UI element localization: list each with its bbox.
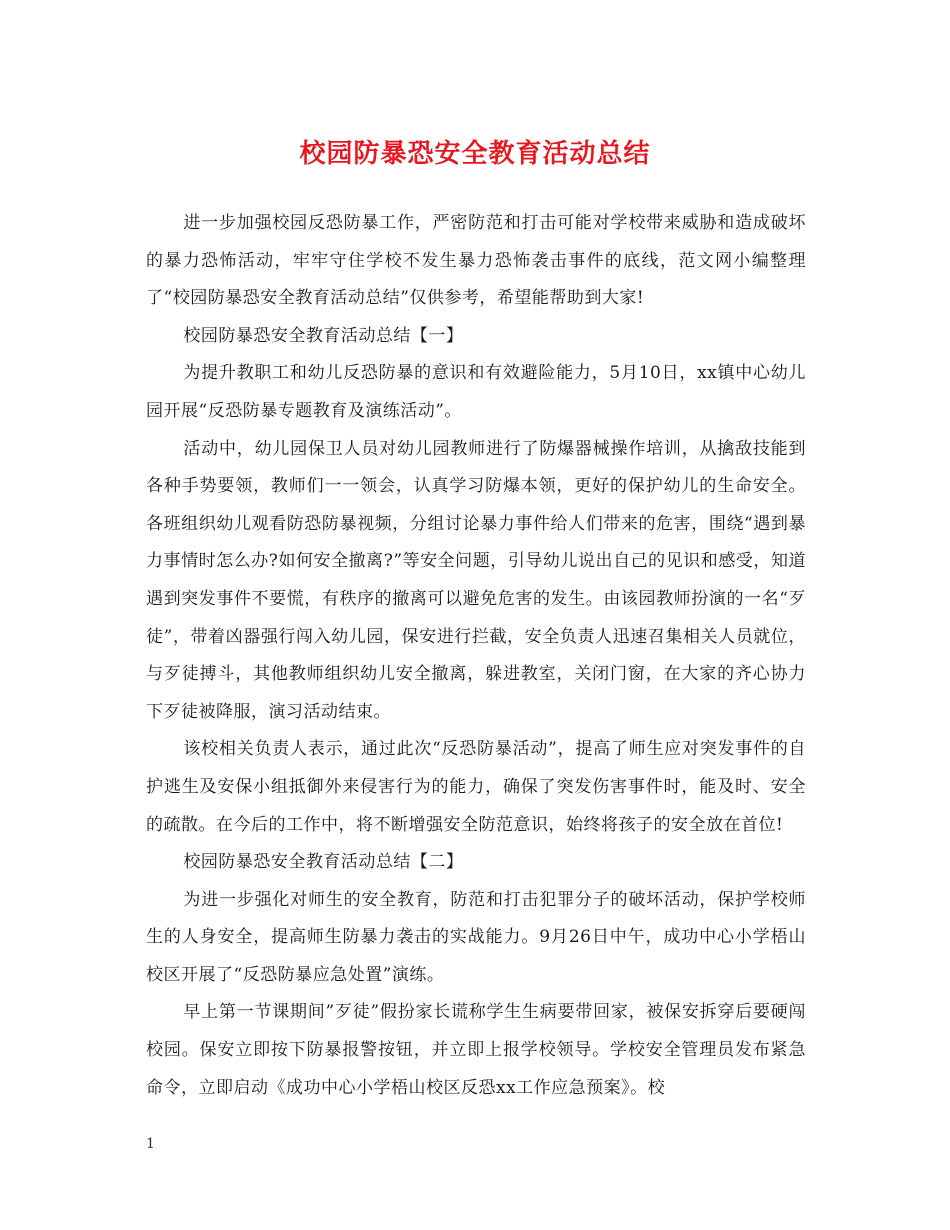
section-heading-one: 校园防暴恐安全教育活动总结【一】 [183, 325, 464, 346]
page-number: 1 [146, 1136, 155, 1152]
paragraph: 为提升教职工和幼儿反恐防暴的意识和有效避险能力，5月10日，xx镇中心幼儿园开展“反恐防暴专题教育及演练活动”。 [146, 363, 806, 421]
paragraph: 早上第一节课期间”歹徒”假扮家长谎称学生生病要带回家，被保安拆穿后要硬闯校园。保安立即按下防暴报警按钮，并立即上报学校领导。学校安全管理员发布紧急命令，立即启动《成功中心小学梧山校区反恐xx工作应急预案》。校 [146, 1002, 806, 1098]
document-body [146, 205, 806, 1107]
section-heading-two: 校园防暴恐安全教育活动总结【二】 [183, 852, 464, 873]
paragraph: 该校相关负责人表示，通过此次“反恐防暴活动”，提高了师生应对突发事件的自护逃生及安保小组抵御外来侵害行为的能力，确保了突发伤害事件时，能及时、安全的疏散。在今后的工作中，将不断增强安全防范意识，始终将孩子的安全放在首位! [146, 739, 806, 835]
paragraph: 为进一步强化对师生的安全教育，防范和打击犯罪分子的破坏活动，保护学校师生的人身安全，提高师生防暴力袭击的实战能力。9月26日中午，成功中心小学梧山校区开展了“反恐防暴应急处置”演练。 [146, 889, 806, 985]
intro-paragraph: 进一步加强校园反恐防暴工作，严密防范和打击可能对学校带来威胁和造成破坏的暴力恐怖活动，牢牢守住学校不发生暴力恐怖袭击事件的底线，范文网小编整理了“校园防暴恐安全教育活动总结”仅供参考，希望能帮助到大家! [146, 213, 806, 309]
document-title: 校园防暴恐安全教育活动总结 [299, 139, 651, 169]
paragraph: 活动中，幼儿园保卫人员对幼儿园教师进行了防爆器械操作培训，从擒敌技能到各种手势要领，教师们一一领会，认真学习防爆本领，更好的保护幼儿的生命安全。各班组织幼儿观看防恐防暴视频，分组讨论暴力事件给人们带来的危害，围绕“遇到暴力事情时怎么办?如何安全撤离?”等安全问题，引导幼儿说出自己的见识和感受，知道遇到突发事件不要慌，有秩序的撤离可以避免危害的发生。由该园教师扮演的一名“歹徒”，带着凶器强行闯入幼儿园，保安进行拦截，安全负责人迅速召集相关人员就位，与歹徒搏斗，其他教师组织幼儿安全撤离，躲进教室，关闭门窗，在大家的齐心协力下歹徒被降服，演习活动结束。 [146, 438, 806, 722]
